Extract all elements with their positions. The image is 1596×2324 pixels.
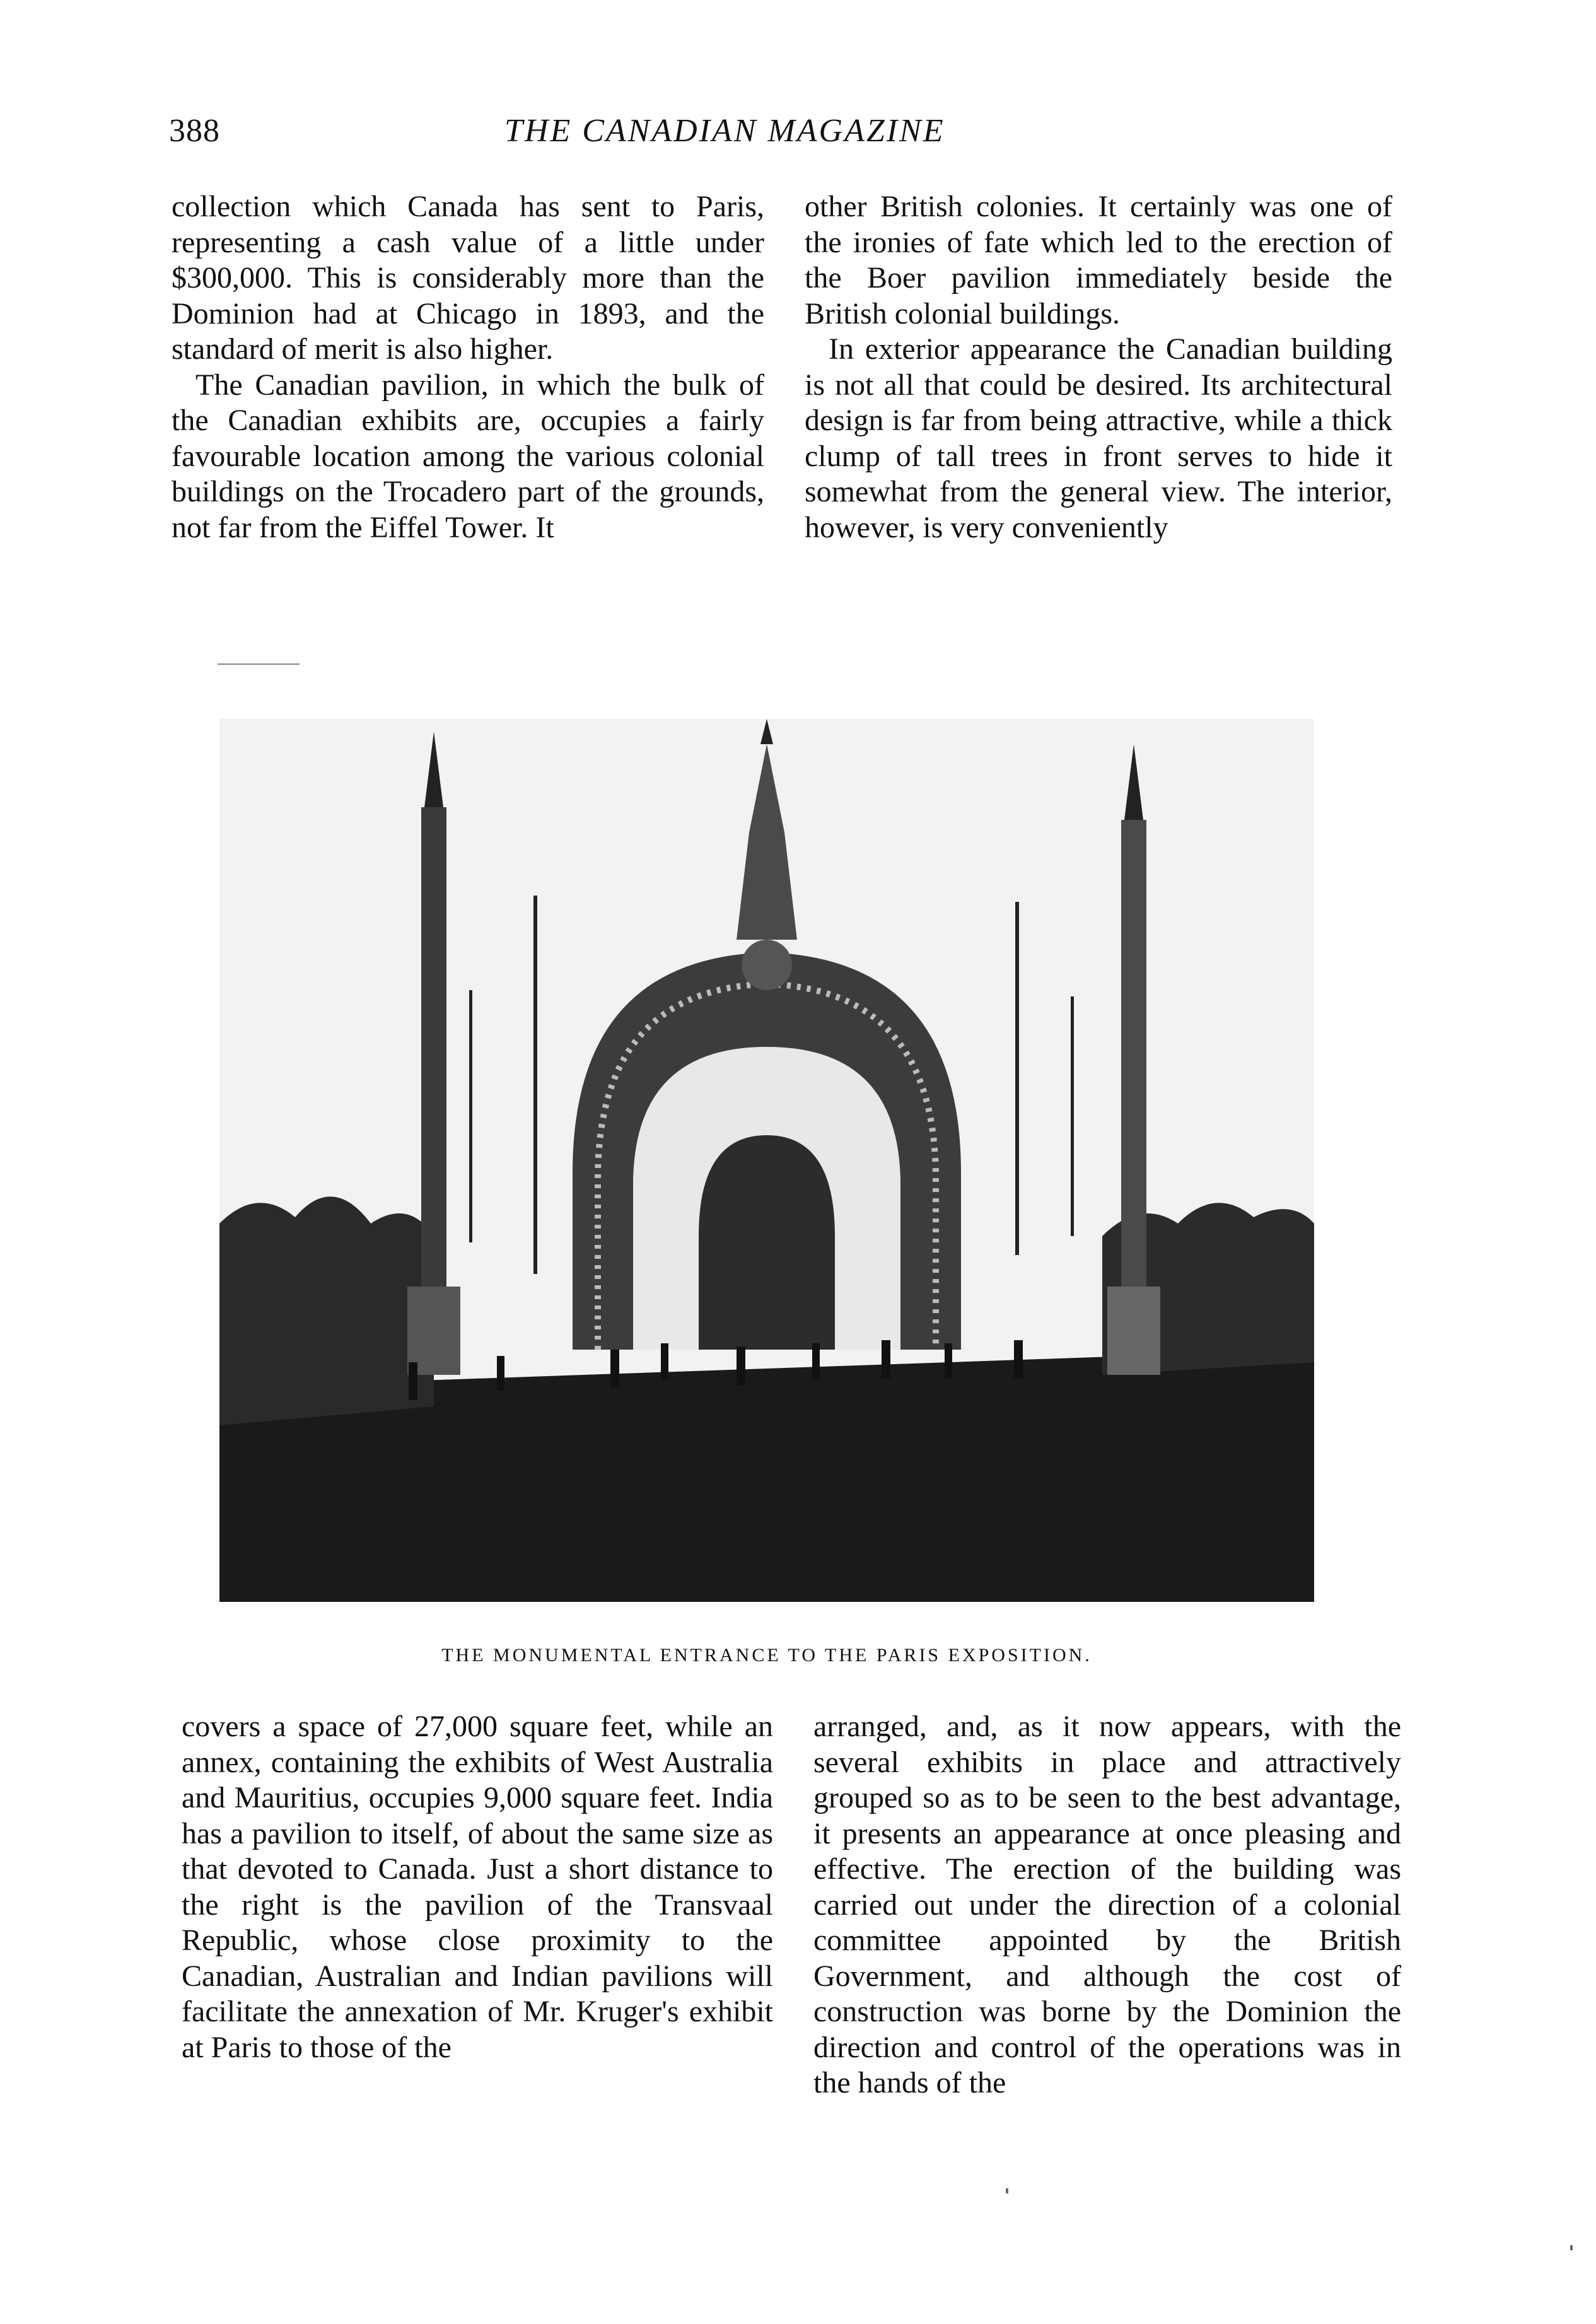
page-number: 388 [169, 113, 220, 149]
paragraph: The Canadian pavilion, in which the bulk of the Canadian exhibits are, occupies a fairly favourable location among the various colonial buildings on the Trocadero part of the grounds, not far from the Eiffel Tower. It [172, 368, 764, 544]
ink-speck [1006, 2188, 1008, 2193]
photo-illustration [219, 719, 1314, 1602]
top-left-column [172, 189, 764, 546]
paragraph: other British colonies. It certainly was one of the ironies of fate which led to the erection of the Boer pavilion immediately beside the British colonial buildings. [805, 190, 1392, 330]
bottom-left-column [182, 1709, 773, 2065]
figure-caption: THE MONUMENTAL ENTRANCE TO THE PARIS EXPOSITION. [441, 1645, 1092, 1666]
paragraph: collection which Canada has sent to Paris, representing a cash value of a little under $300,000. This is considerably more than the Dominion had at Chicago in 1893, and the standard of merit is also higher. [172, 190, 764, 366]
paragraph: In exterior appearance the Canadian building is not all that could be desired. Its architectural design is far from being attractive, while a thick clump of tall trees in front serves to hide it somewhat from the general view. The interior, however, is very conveniently [805, 332, 1392, 544]
paragraph: arranged, and, as it now appears, with the several exhibits in place and attractively grouped so as to be seen to the best advantage, it presents an appearance at once pleasing and effective. The erection of the building was carried out under the direction of a colonial committee appointed by the British Government, and although the cost of construction was borne by the Dominion the direction and control of the operations was in the hands of the [813, 1710, 1401, 2099]
top-right-column [805, 189, 1392, 546]
print-mark [218, 663, 300, 665]
bottom-right-column [813, 1709, 1401, 2101]
exposition-entrance-photo [219, 719, 1314, 1602]
paragraph: covers a space of 27,000 square feet, while an annex, containing the exhibits of West Australia and Mauritius, occupies 9,000 square feet. India has a pavilion to itself, of about the same size as that devoted to Canada. Just a short distance to the right is the pavilion of the Transvaal Republic, whose close proximity to the Canadian, Australian and Indian pavilions will facilitate the annexation of Mr. Kruger's exhibit at Paris to those of the [182, 1710, 773, 2064]
running-title: THE CANADIAN MAGAZINE [504, 113, 945, 149]
ink-speck [1570, 2245, 1573, 2250]
